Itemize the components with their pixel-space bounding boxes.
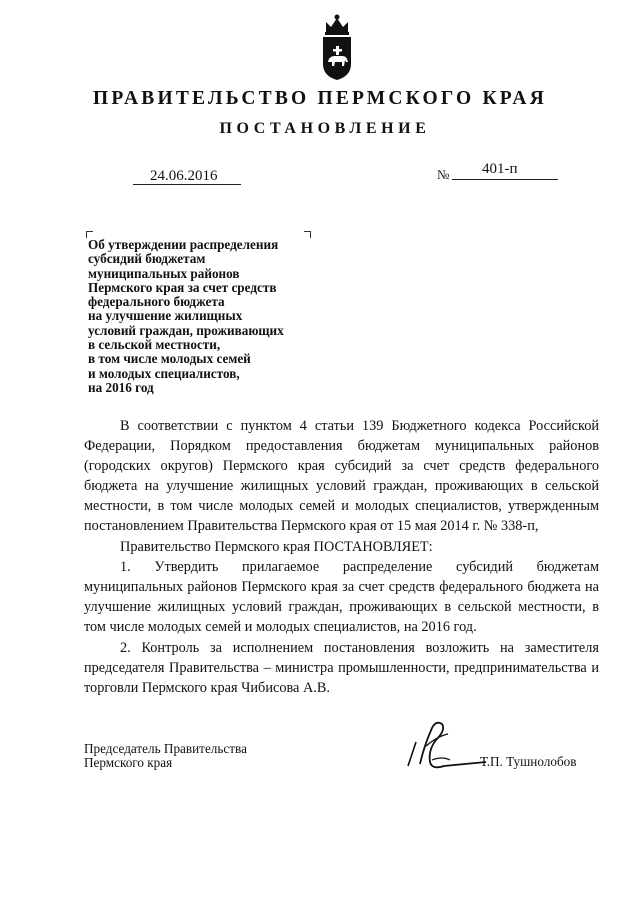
- subject-line: на 2016 год: [88, 379, 154, 395]
- subject-line: субсидий бюджетам: [88, 251, 206, 267]
- subject-line: в том числе молодых семей: [88, 351, 251, 367]
- signer-position-line: Председатель Правительства: [84, 741, 247, 756]
- item-1-paragraph: 1. Утвердить прилагаемое распределение субсидий бюджетам муниципальных районов Пермского края за счет средств федерального бюджета на улучшение жилищных условий граждан, проживающих в сельской местности, в том числе молодых семей и молодых специалистов, на 2016 год.: [84, 559, 599, 635]
- resolution-paragraph: Правительство Пермского края ПОСТАНОВЛЯЕТ:: [120, 539, 433, 555]
- subject-bracket-right: [304, 231, 311, 238]
- document-type: ПОСТАНОВЛЕНИЕ: [219, 120, 431, 137]
- signer-name: Т.П. Тушнолобов: [480, 754, 577, 769]
- document-body: [84, 416, 599, 698]
- subject-line: Пермского края за счет средств: [88, 279, 277, 295]
- subject-line: Об утверждении распределения: [88, 237, 279, 252]
- signer-position: [84, 742, 247, 770]
- government-title: ПРАВИТЕЛЬСТВО ПЕРМСКОГО КРАЯ: [93, 88, 547, 109]
- subject-line: и молодых специалистов,: [88, 365, 240, 381]
- document-subject: [88, 238, 328, 395]
- item-2-paragraph: 2. Контроль за исполнением постановления возложить на заместителя председателя Правительства – министра промышленности, предпринимательства и торговли Пермского края Чибисова А.В.: [84, 640, 599, 696]
- subject-line: на улучшение жилищных: [88, 308, 243, 324]
- coat-of-arms-icon: [317, 12, 357, 82]
- handwritten-signature: [402, 716, 492, 776]
- preamble-paragraph: В соответствии с пунктом 4 статьи 139 Бюджетного кодекса Российской Федерации, Порядком предоставления бюджетам муниципальных районов (городских округов) Пермского края субсидий за счет средств федерального бюджета на улучшение жилищных условий граждан, проживающих в сельской местности, в том числе молодых семей и молодых специалистов, утвержденным постановлением Правительства Пермского края от 15 мая 2014 г. № 338-п,: [84, 418, 599, 534]
- document-number: 401-п: [482, 161, 518, 177]
- number-sign: №: [437, 167, 450, 182]
- subject-line: муниципальных районов: [88, 265, 240, 281]
- subject-line: федерального бюджета: [88, 294, 225, 310]
- subject-line: условий граждан, проживающих: [88, 322, 284, 338]
- document-date: 24.06.2016: [150, 168, 218, 184]
- signer-position-line: Пермского края: [84, 755, 173, 770]
- subject-line: в сельской местности,: [88, 337, 221, 353]
